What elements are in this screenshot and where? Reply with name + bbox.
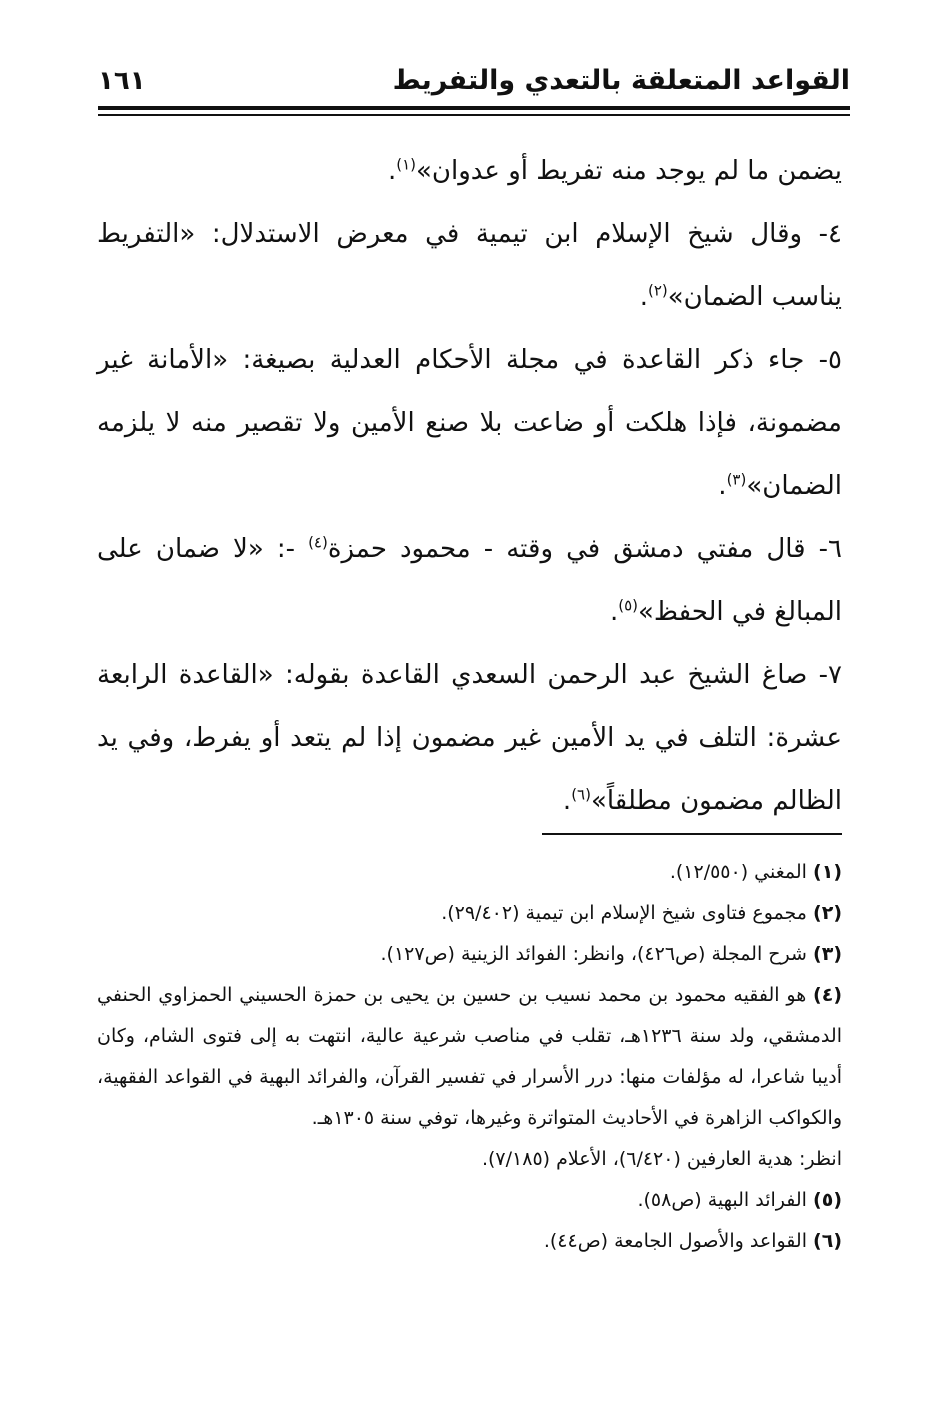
footnote-3: [97, 934, 842, 975]
footnote-number: (٣): [813, 943, 842, 965]
paragraph-3: [97, 329, 842, 518]
paragraph-5: [97, 644, 842, 833]
footnote-ref: (٦): [571, 785, 591, 804]
footnote-separator: [542, 833, 842, 835]
paragraph-text: -: «لا ضمان على المبالغ في الحفظ»: [97, 534, 842, 627]
footnote-ref: (٣): [726, 470, 747, 489]
footnote-ref: (١): [396, 155, 416, 174]
footnote-number: (٦): [813, 1230, 842, 1252]
paragraph-text: يضمن ما لم يوجد منه تفريط أو عدوان»: [415, 156, 842, 186]
paragraph-text: ٧- صاغ الشيخ عبد الرحمن السعدي القاعدة بقوله: «القاعدة الرابعة عشرة: التلف في يد الأمين غير مضمون إذا لم يتعد أو يفرط، وفي يد الظالم مضمون مطلقاً»: [97, 660, 842, 816]
footnote-text: مجموع فتاوى شيخ الإسلام ابن تيمية (٢٩/٤٠٢).: [441, 902, 807, 924]
main-text: [97, 140, 842, 833]
footnotes: [97, 852, 842, 1262]
page-header: [98, 62, 850, 106]
footnote-2: [97, 893, 842, 934]
header-rule-thin: [98, 114, 850, 116]
paragraph-text: ٦- قال مفتي دمشق في وقته - محمود حمزة: [327, 534, 843, 564]
footnote-number: (٢): [813, 902, 842, 924]
footnote-4-sources: [97, 1139, 842, 1180]
running-title: القواعد المتعلقة بالتعدي والتفريط: [392, 65, 850, 96]
footnote-number: (٤): [813, 984, 842, 1006]
footnote-number: (١): [813, 861, 842, 883]
footnote-5: [97, 1180, 842, 1221]
period: .: [639, 282, 648, 312]
footnote-1: [97, 852, 842, 893]
period: .: [609, 597, 619, 627]
footnote-ref: (٥): [618, 596, 638, 615]
footnote-6: [97, 1221, 842, 1262]
paragraph-text: ٤- وقال شيخ الإسلام ابن تيمية في معرض الاستدلال: «التفريط يناسب الضمان»: [97, 219, 842, 312]
footnote-text: شرح المجلة (ص٤٢٦)، وانظر: الفوائد الزينية (ص١٢٧).: [380, 943, 807, 965]
footnote-text: انظر: هدية العارفين (٦/٤٢٠)، الأعلام (٧/١٨٥).: [481, 1148, 842, 1170]
footnote-text: هو الفقيه محمود بن محمد نسيب بن حسين بن يحيى بن حمزة الحسيني الحمزاوي الحنفي الدمشقي، ولد سنة ١٢٣٦هـ، تقلب في مناصب شرعية عالية، انتهت به إلى فتوى الشام، وكان أديبا شاعرا، له مؤلفات منها: درر الأسرار في تفسير القرآن، والفرائد البهية في القواعد الفقهية، والكواكب الزاهرة في الأحاديث المتواترة وغيرها، توفي سنة ١٣٠٥هـ.: [97, 984, 842, 1129]
footnote-ref: (٤): [308, 533, 328, 552]
paragraph-text: ٥- جاء ذكر القاعدة في مجلة الأحكام العدلية بصيغة: «الأمانة غير مضمونة، فإذا هلكت أو ضاعت بلا صنع الأمين ولا تقصير منه لا يلزمه الضمان»: [97, 345, 842, 501]
period: .: [718, 471, 727, 501]
footnote-ref: (٢): [647, 281, 668, 300]
footnote-4: [97, 975, 842, 1139]
header-rule-thick: [98, 106, 850, 110]
paragraph-1: [97, 140, 842, 203]
footnote-text: الفرائد البهية (ص٥٨).: [637, 1189, 807, 1211]
paragraph-4: [97, 518, 842, 644]
page-number: ١٦١: [98, 66, 146, 96]
period: .: [387, 156, 397, 186]
paragraph-2: [97, 203, 842, 329]
footnote-text: القواعد والأصول الجامعة (ص٤٤).: [543, 1230, 807, 1252]
period: .: [562, 786, 572, 816]
footnote-text: المغني (١٢/٥٥٠).: [669, 861, 807, 883]
footnote-number: (٥): [813, 1189, 842, 1211]
